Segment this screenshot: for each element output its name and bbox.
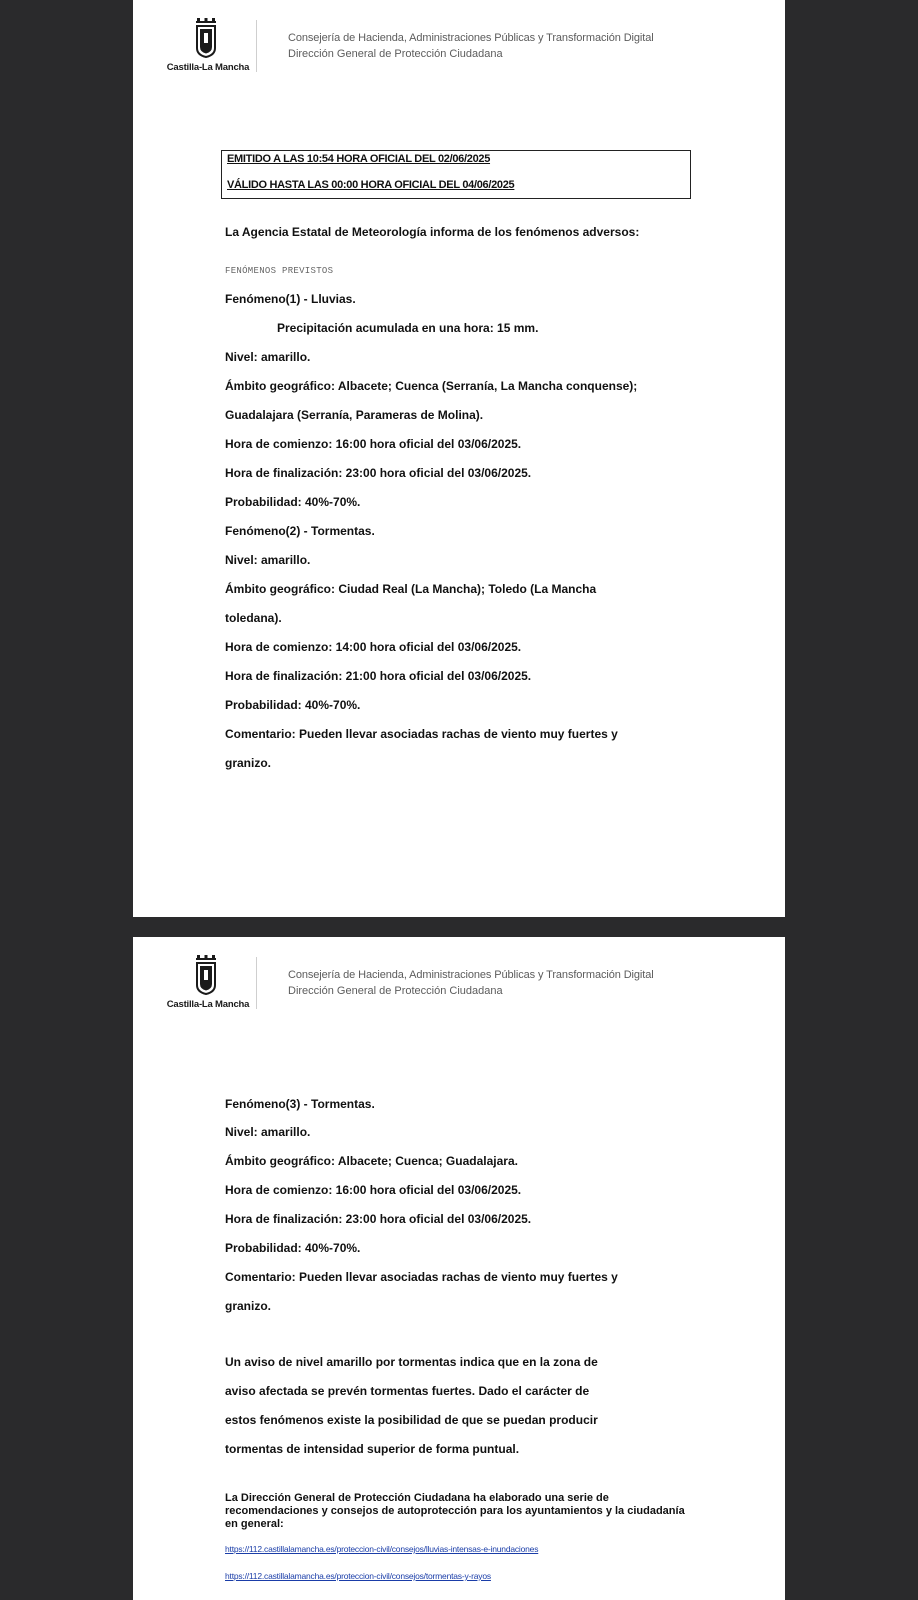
consejeria-title: Consejería de Hacienda, Administraciones Públicas y Transformación Digital (288, 32, 654, 44)
jccm-logo (163, 955, 253, 1015)
phenomenon-1-precipitation: Precipitación acumulada en una hora: 15 mm. (277, 321, 539, 335)
phenomenon-3-level: Nivel: amarillo. (225, 1125, 311, 1139)
phenomenon-2-probability: Probabilidad: 40%-70%. (225, 698, 361, 712)
aviso-text-3: estos fenómenos existe la posibilidad de que se puedan producir (225, 1413, 598, 1427)
validity-box (221, 150, 691, 199)
header-divider (256, 957, 257, 1009)
phenomenon-2-comment: Comentario: Pueden llevar asociadas rachas de viento muy fuertes y (225, 727, 618, 741)
header-divider (256, 20, 257, 72)
phenomenon-3-comment: Comentario: Pueden llevar asociadas rachas de viento muy fuertes y (225, 1270, 618, 1284)
phenomenon-2-title: Fenómeno(2) - Tormentas. (225, 524, 375, 538)
castle-shield-icon (193, 18, 219, 58)
phenomenon-3-area: Ámbito geográfico: Albacete; Cuenca; Guadalajara. (225, 1154, 518, 1168)
phenomenon-2-start: Hora de comienzo: 14:00 hora oficial del 03/06/2025. (225, 640, 522, 654)
consejeria-title: Consejería de Hacienda, Administraciones Públicas y Transformación Digital (288, 969, 654, 981)
intro-text: La Agencia Estatal de Meteorología informa de los fenómenos adversos: (225, 225, 640, 239)
page-header (133, 937, 785, 1017)
phenomenon-2-end: Hora de finalización: 21:00 hora oficial del 03/06/2025. (225, 669, 532, 683)
direccion-title: Dirección General de Protección Ciudadana (288, 985, 503, 997)
link-lluvias-inundaciones[interactable]: https://112.castillalamancha.es/proteccion-civil/consejos/lluvias-intensas-e-inundaciones (225, 1544, 539, 1554)
phenomenon-1-area-cont: Guadalajara (Serranía, Parameras de Molina). (225, 408, 484, 422)
page-header (133, 0, 785, 80)
phenomenon-2-comment-cont: granizo. (225, 756, 272, 770)
document-page-2 (133, 937, 785, 1600)
phenomenon-1-start: Hora de comienzo: 16:00 hora oficial del 03/06/2025. (225, 437, 522, 451)
phenomenon-1-probability: Probabilidad: 40%-70%. (225, 495, 361, 509)
direccion-title: Dirección General de Protección Ciudadana (288, 48, 503, 60)
phenomenon-2-level: Nivel: amarillo. (225, 553, 311, 567)
phenomenon-1-title: Fenómeno(1) - Lluvias. (225, 292, 356, 306)
aviso-text-1: Un aviso de nivel amarillo por tormentas indica que en la zona de (225, 1355, 598, 1369)
castle-shield-icon (193, 955, 219, 995)
document-page-1 (133, 0, 785, 917)
logo-text: Castilla-La Mancha (166, 62, 250, 73)
aviso-text-2: aviso afectada se prevén tormentas fuertes. Dado el carácter de (225, 1384, 590, 1398)
valido-line: VÁLIDO HASTA LAS 00:00 HORA OFICIAL DEL 04/06/2025 (227, 179, 515, 191)
phenomenon-3-start: Hora de comienzo: 16:00 hora oficial del 03/06/2025. (225, 1183, 522, 1197)
phenomenon-2-area: Ámbito geográfico: Ciudad Real (La Mancha); Toledo (La Mancha (225, 582, 597, 596)
phenomenon-3-probability: Probabilidad: 40%-70%. (225, 1241, 361, 1255)
emitido-line: EMITIDO A LAS 10:54 HORA OFICIAL DEL 02/06/2025 (227, 153, 491, 165)
phenomenon-1-end: Hora de finalización: 23:00 hora oficial del 03/06/2025. (225, 466, 532, 480)
jccm-logo (163, 18, 253, 78)
link-tormentas-rayos[interactable]: https://112.castillalamancha.es/proteccion-civil/consejos/tormentas-y-rayos (225, 1571, 491, 1581)
phenomenon-1-area: Ámbito geográfico: Albacete; Cuenca (Serranía, La Mancha conquense); (225, 379, 638, 393)
phenomenon-3-comment-cont: granizo. (225, 1299, 272, 1313)
logo-text: Castilla-La Mancha (166, 999, 250, 1010)
phenomenon-3-end: Hora de finalización: 23:00 hora oficial del 03/06/2025. (225, 1212, 532, 1226)
aviso-text-4: tormentas de intensidad superior de forma puntual. (225, 1442, 520, 1456)
phenomenon-2-area-cont: toledana). (225, 611, 282, 625)
phenomenon-1-level: Nivel: amarillo. (225, 350, 311, 364)
fenomenos-label: FENÓMENOS PREVISTOS (225, 266, 334, 276)
phenomenon-3-title: Fenómeno(3) - Tormentas. (225, 1097, 375, 1111)
dg-recommendations-text: La Dirección General de Protección Ciudadana ha elaborado una serie de recomendaciones y consejos de autoprotección para los ayuntamientos y la ciudadanía en general: (225, 1492, 685, 1530)
